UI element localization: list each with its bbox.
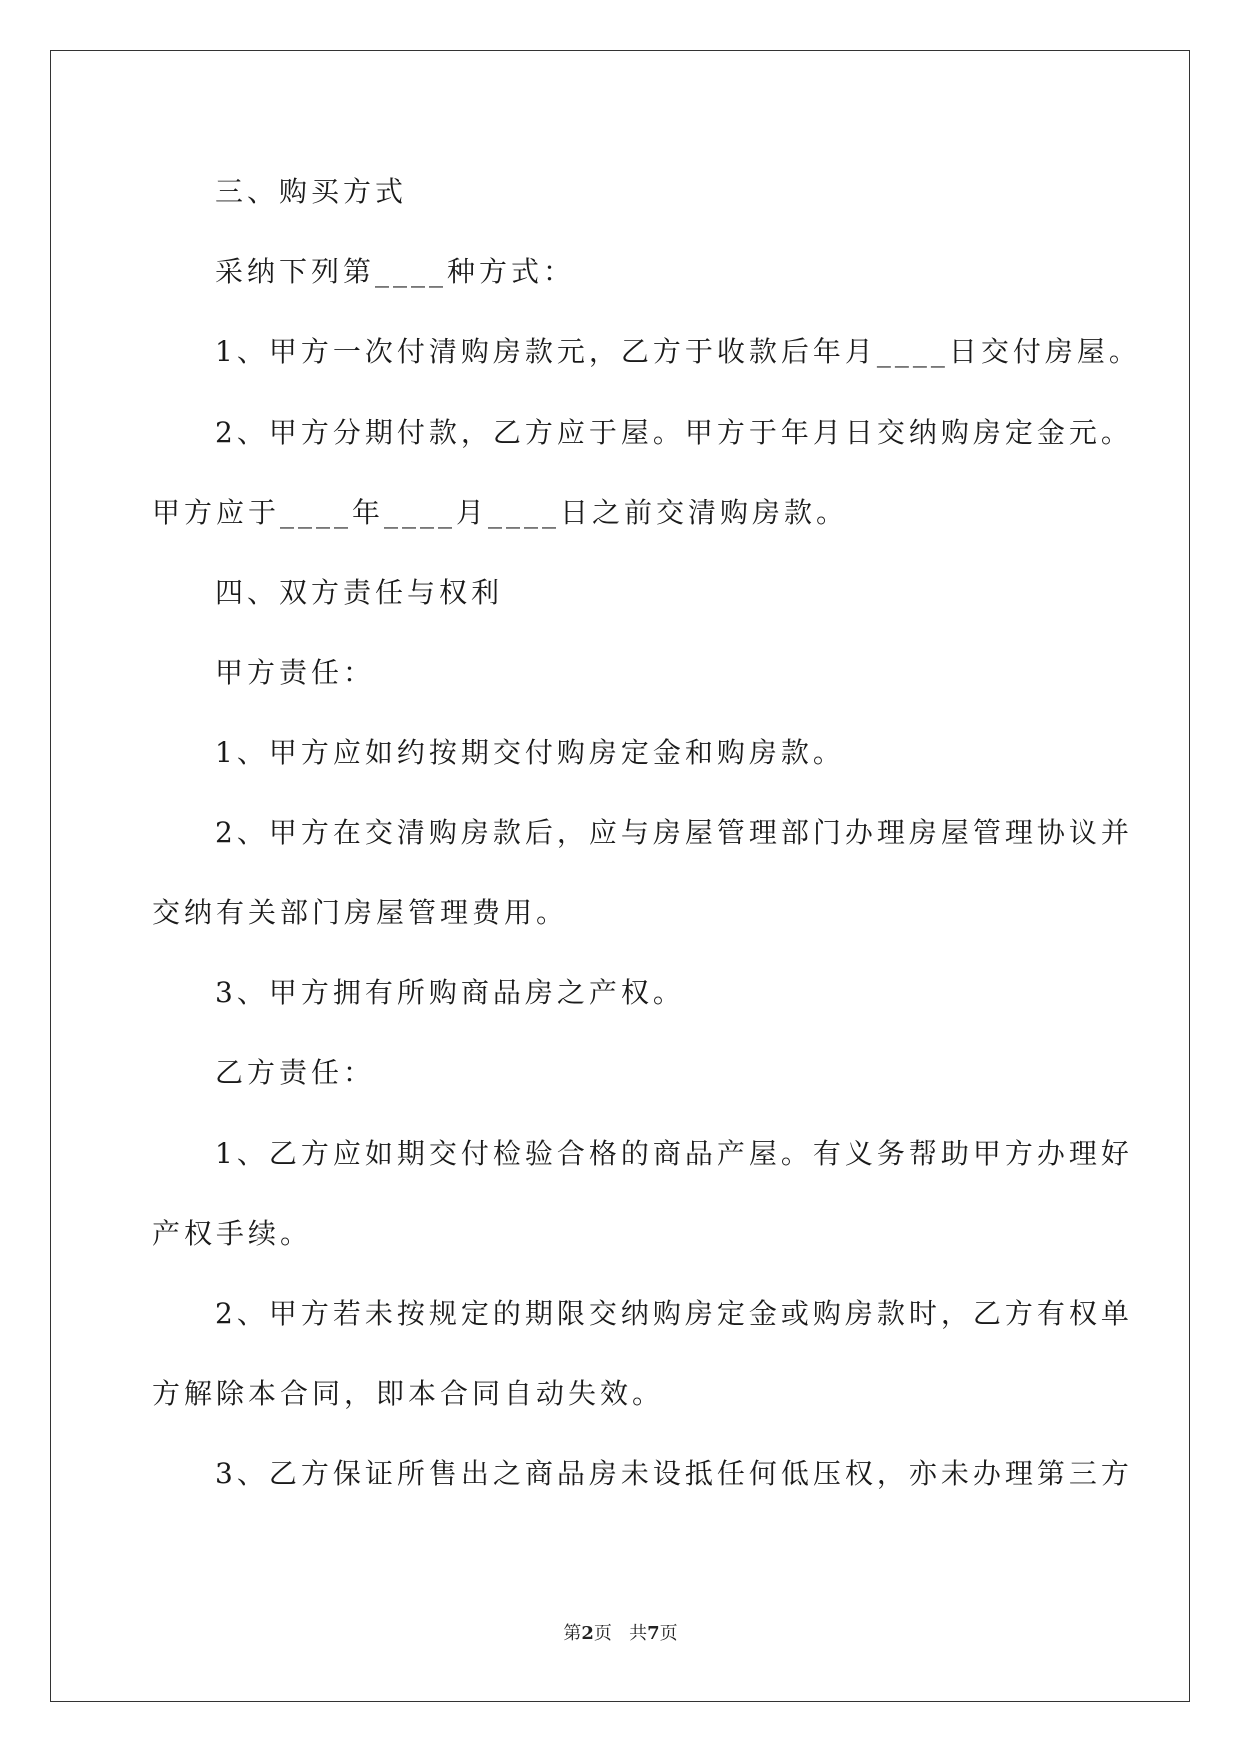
paragraph-line: 1、乙方应如期交付检验合格的商品产屋。有义务帮助甲方办理好: [215, 1137, 1133, 1170]
page-footer: [0, 1622, 1241, 1646]
paragraph-line: 2、甲方若未按规定的期限交纳购房定金或购房款时，乙方有权单: [215, 1297, 1133, 1330]
subheading-party-b: 乙方责任：: [215, 1056, 376, 1089]
paragraph-line: 甲方应于____年____月____日之前交清购房款。: [152, 496, 849, 529]
total-prefix: 共: [629, 1623, 648, 1644]
paragraph-line: 方解除本合同，即本合同自动失效。: [152, 1377, 665, 1410]
page-suffix: 页: [593, 1623, 612, 1644]
page-number: 2: [581, 1623, 594, 1644]
paragraph-line: 交纳有关部门房屋管理费用。: [152, 896, 569, 929]
page-prefix: 第: [563, 1623, 582, 1644]
paragraph-line: 1、甲方一次付清购房款元，乙方于收款后年月____日交付房屋。: [215, 335, 1141, 368]
paragraph-line: 3、甲方拥有所购商品房之产权。: [215, 976, 685, 1009]
paragraph-line: 1、甲方应如约按期交付购房定金和购房款。: [215, 736, 845, 769]
paragraph-line: 2、甲方在交清购房款后，应与房屋管理部门办理房屋管理协议并: [215, 816, 1133, 849]
section-heading-rights-responsibilities: 四、双方责任与权利: [215, 576, 504, 609]
paragraph-line: 产权手续。: [152, 1217, 313, 1250]
paragraph-line: 采纳下列第____种方式：: [215, 255, 576, 288]
paragraph-line: 2、甲方分期付款，乙方应于屋。甲方于年月日交纳购房定金元。: [215, 416, 1133, 449]
total-pages: 7: [647, 1623, 660, 1644]
paragraph-line: 3、乙方保证所售出之商品房未设抵任何低压权，亦未办理第三方: [215, 1457, 1133, 1490]
subheading-party-a: 甲方责任：: [215, 656, 376, 689]
section-heading-purchase-method: 三、购买方式: [215, 175, 408, 208]
total-suffix: 页: [659, 1623, 678, 1644]
